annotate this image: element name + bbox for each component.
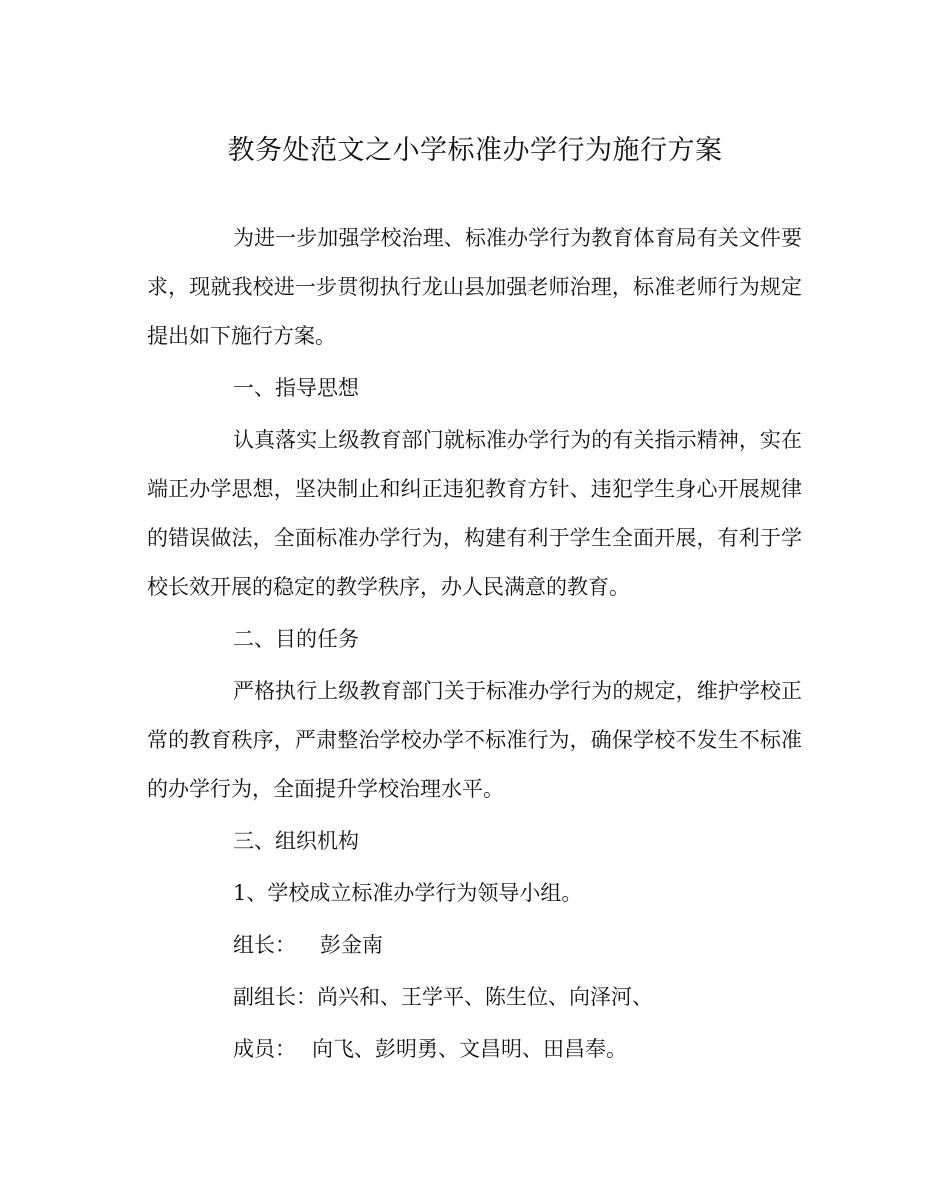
section-paragraph-goals-tasks: 严格执行上级教育部门关于标准办学行为的规定，维护学校正常的教育秩序，严肃整治学校办学不标准行为，确保学校不发生不标准的办学行为，全面提升学校治理水平。 [147,679,802,801]
page-title: 教务处范文之小学标准办学行为施行方案 [227,135,723,166]
section-heading-goals-tasks: 二、目的任务 [233,627,359,651]
members-names: 向飞、彭明勇、文昌明、田昌奉。 [312,1037,627,1061]
section-paragraph-guiding-ideology: 认真落实上级教育部门就标准办学行为的有关指示精神，实在端正办学思想，坚决制止和纠正违犯教育方针、违犯学生身心开展规律的错误做法，全面标准办学行为，构建有利于学生全面开展，有利于学校长效开展的稳定的教学秩序，办人民满意的教育。 [147,428,802,599]
members-line [147,1025,802,1074]
document-body [147,214,802,1077]
deputy-names: 尚兴和、王学平、陈生位、向泽河、 [317,985,653,1009]
deputy-line [147,973,802,1022]
section-heading-organization: 三、组织机构 [233,829,359,853]
deputy-label: 副组长： [233,985,317,1009]
leader-line [147,921,802,970]
leader-label: 组长： [233,933,296,957]
intro-paragraph: 为进一步加强学校治理、标准办学行为教育体育局有关文件要求，现就我校进一步贯彻执行龙山县加强老师治理，标准老师行为规定提出如下施行方案。 [147,226,802,348]
section-heading-guiding-ideology: 一、指导思想 [233,376,359,400]
members-label: 成员： [233,1037,296,1061]
organization-item-1: 1、学校成立标准办学行为领导小组。 [233,881,583,905]
leader-name: 彭金南 [320,933,383,957]
